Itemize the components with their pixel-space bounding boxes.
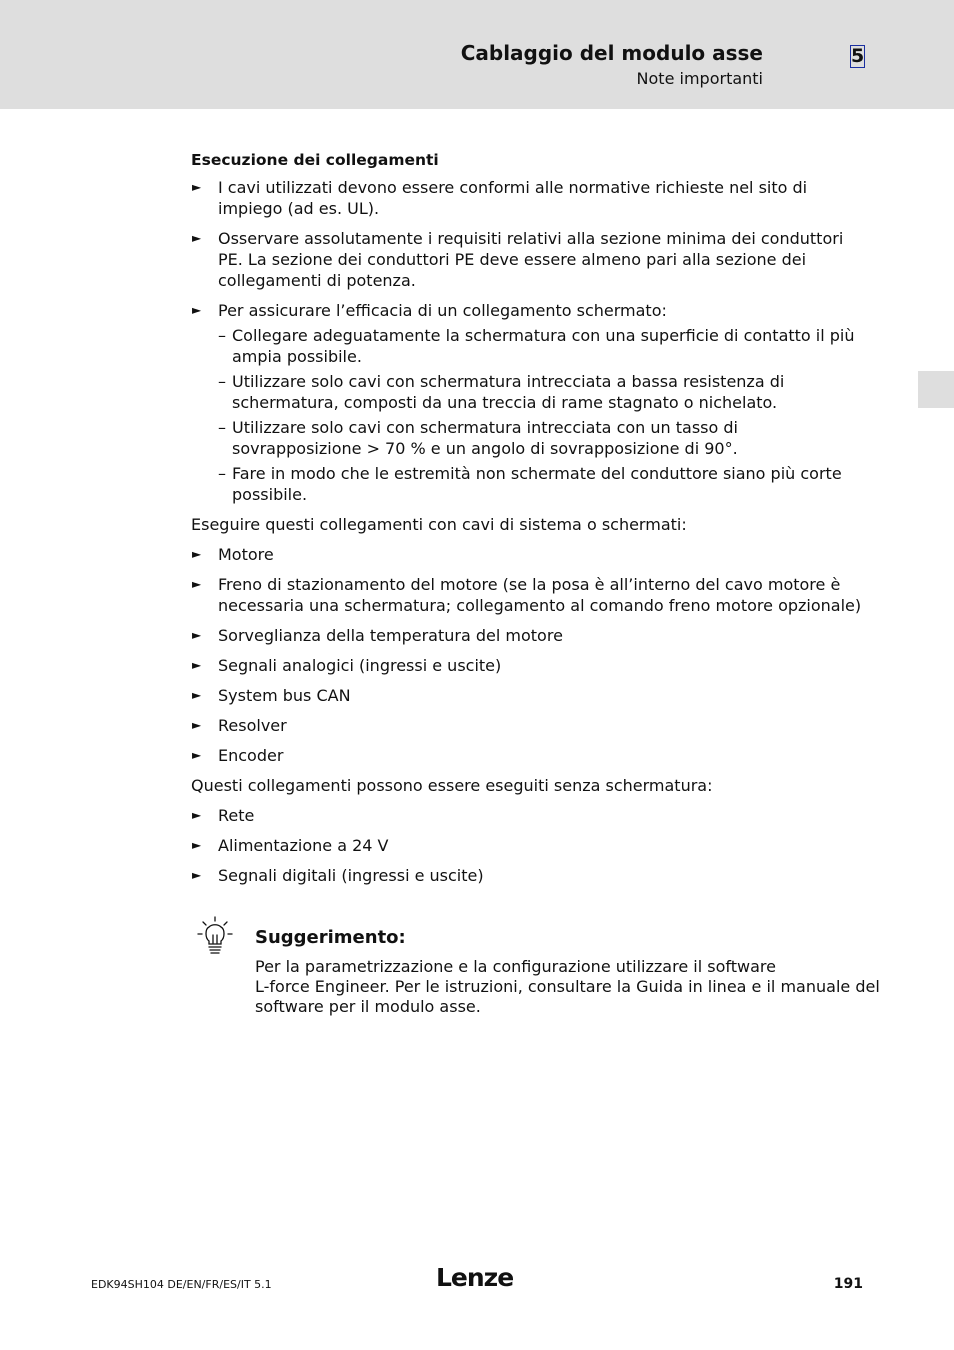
sublist-item-text: Collegare adeguatamente la schermatura con una superficie di contatto il più ampia possibile. [232, 326, 855, 366]
requirements-list [191, 177, 863, 505]
tip-body [255, 957, 880, 1017]
dash-marker: – [218, 326, 226, 345]
sublist-item [218, 371, 863, 413]
list-item-text: Rete [218, 806, 255, 825]
section-title: Esecuzione dei collegamenti [191, 151, 439, 169]
page-header [0, 0, 954, 109]
list-item [191, 685, 863, 706]
chapter-side-tab [918, 371, 954, 408]
bullet-arrow-icon: ► [192, 658, 202, 672]
list-item-text: I cavi utilizzati devono essere conformi alle normative richieste nel sito di impiego (ad es. UL). [218, 178, 808, 218]
tip-line: Per la parametrizzazione e la configurazione utilizzare il software [255, 957, 776, 976]
chapter-title: Cablaggio del modulo asse [460, 41, 763, 65]
bullet-arrow-icon: ► [192, 688, 202, 702]
list-item-text: Motore [218, 545, 274, 564]
list-item-text: System bus CAN [218, 686, 351, 705]
shielded-intro: Eseguire questi collegamenti con cavi di sistema o schermati: [191, 515, 687, 534]
bullet-arrow-icon: ► [192, 303, 202, 317]
list-item-text: Alimentazione a 24 V [218, 836, 389, 855]
bullet-arrow-icon: ► [192, 231, 202, 245]
main-content [191, 150, 863, 895]
chapter-number-link[interactable]: 5 [851, 45, 865, 67]
dash-marker: – [218, 372, 226, 391]
list-item [191, 544, 863, 565]
tip-title: Suggerimento: [255, 927, 406, 948]
sublist-item [218, 325, 863, 367]
list-item-text: Segnali digitali (ingressi e uscite) [218, 866, 484, 885]
bullet-arrow-icon: ► [192, 628, 202, 642]
lenze-logo: Lenze [436, 1263, 514, 1292]
page-number: 191 [833, 1276, 863, 1292]
list-item [191, 177, 863, 219]
dash-marker: – [218, 464, 226, 483]
bullet-arrow-icon: ► [192, 180, 202, 194]
dash-marker: – [218, 418, 226, 437]
sublist-item [218, 417, 863, 459]
list-item [191, 745, 863, 766]
bullet-arrow-icon: ► [192, 547, 202, 561]
bullet-arrow-icon: ► [192, 838, 202, 852]
shielded-list [191, 544, 863, 766]
list-item [191, 574, 863, 616]
bullet-arrow-icon: ► [192, 577, 202, 591]
list-item-text: Sorveglianza della temperatura del motore [218, 626, 563, 645]
lightbulb-icon [195, 915, 235, 955]
list-item-text: Resolver [218, 716, 287, 735]
list-item [191, 805, 863, 826]
chapter-subtitle: Note importanti [636, 69, 763, 88]
list-item-text: Segnali analogici (ingressi e uscite) [218, 656, 502, 675]
list-item-text: Encoder [218, 746, 284, 765]
tip-line: software per il modulo asse. [255, 997, 481, 1016]
shield-sublist [218, 325, 863, 505]
list-item [191, 625, 863, 646]
list-item [191, 865, 863, 886]
bullet-arrow-icon: ► [192, 868, 202, 882]
sublist-item [218, 463, 863, 505]
tip-line: L-force Engineer. Per le istruzioni, consultare la Guida in linea e il manuale del [255, 977, 880, 996]
unshielded-list [191, 805, 863, 886]
list-item [191, 228, 863, 291]
bullet-arrow-icon: ► [192, 808, 202, 822]
bullet-arrow-icon: ► [192, 718, 202, 732]
document-id: EDK94SH104 DE/EN/FR/ES/IT 5.1 [91, 1278, 272, 1291]
sublist-item-text: Fare in modo che le estremità non schermate del conduttore siano più corte possibile. [232, 464, 842, 504]
list-item-text: Osservare assolutamente i requisiti relativi alla sezione minima dei conduttori PE. La sezione dei conduttori PE deve essere almeno pari alla sezione dei collegamenti di potenza. [218, 229, 844, 290]
list-item [191, 835, 863, 856]
list-item [191, 655, 863, 676]
list-item [191, 715, 863, 736]
bullet-arrow-icon: ► [192, 748, 202, 762]
list-item-text: Freno di stazionamento del motore (se la posa è all’interno del cavo motore è necessaria una schermatura; collegamento al comando freno motore opzionale) [218, 575, 862, 615]
sublist-item-text: Utilizzare solo cavi con schermatura intrecciata a bassa resistenza di schermatura, composti da una treccia di rame stagnato o nichelato. [232, 372, 785, 412]
sublist-item-text: Utilizzare solo cavi con schermatura intrecciata con un tasso di sovrapposizione > 70 % e un angolo di sovrapposizione di 90°. [232, 418, 738, 458]
list-item [191, 300, 863, 505]
list-item-text: Per assicurare l’efficacia di un collegamento schermato: [218, 301, 667, 320]
unshielded-intro: Questi collegamenti possono essere eseguiti senza schermatura: [191, 776, 713, 795]
